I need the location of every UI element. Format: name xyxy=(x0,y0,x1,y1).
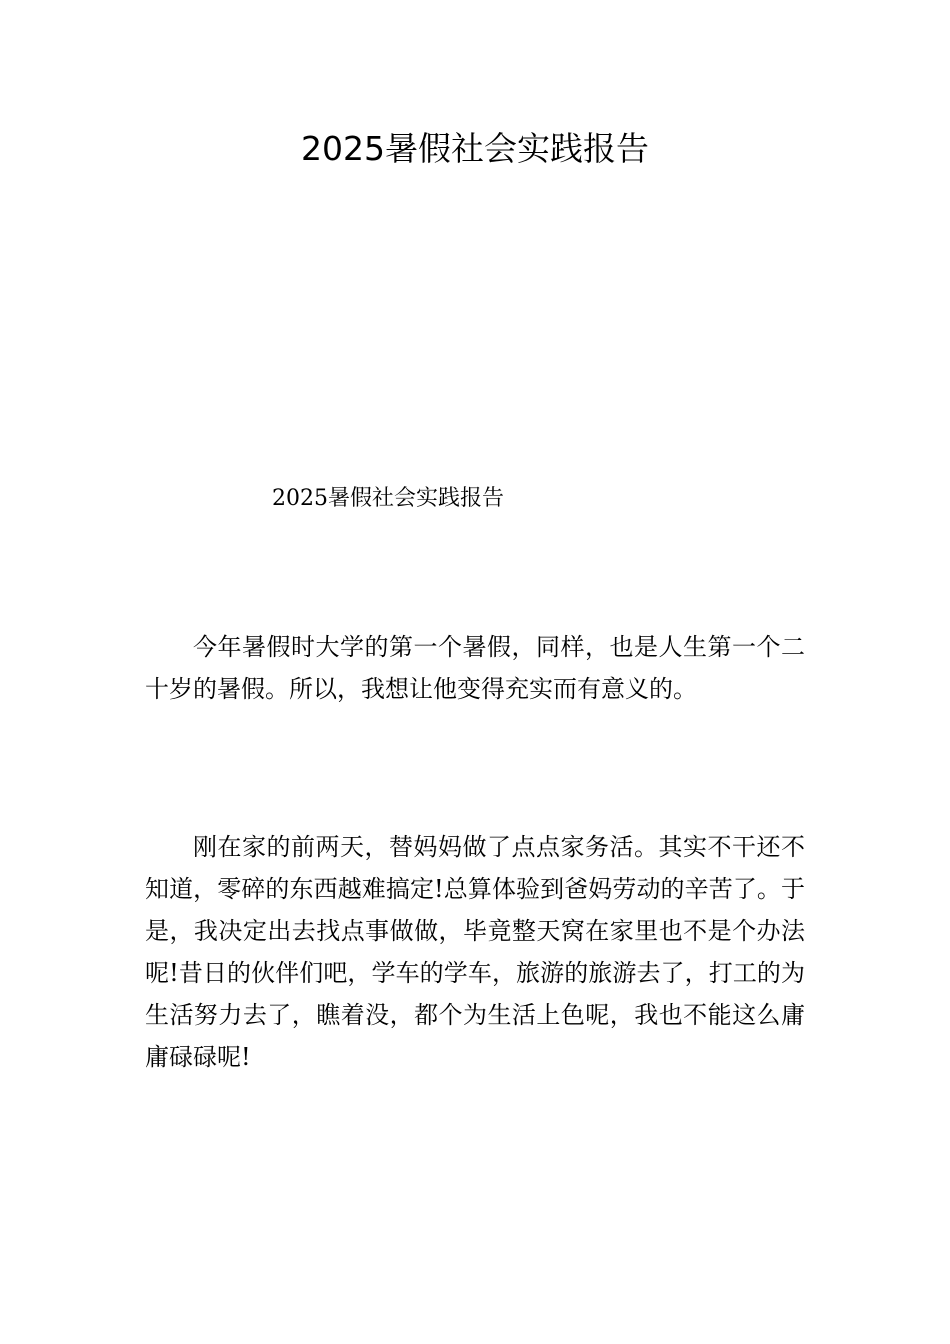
page-title: 2025暑假社会实践报告 xyxy=(301,129,649,168)
paragraph-housework: 刚在家的前两天，替妈妈做了点点家务活。其实不干还不知道，零碎的东西越难搞定!总算体验到爸妈劳动的辛苦了。于是，我决定出去找点事做做，毕竟整天窝在家里也不是个办法呢!昔日的伙伴们吧，学车的学车，旅游的旅游去了，打工的为生活努力去了，瞧着没，都个为生活上色呢，我也不能这么庸庸碌碌呢! xyxy=(145,833,805,1071)
paragraph-intro: 今年暑假时大学的第一个暑假，同样，也是人生第一个二十岁的暑假。所以，我想让他变得充实而有意义的。 xyxy=(145,633,805,703)
document-subtitle: 2025暑假社会实践报告 xyxy=(272,486,504,511)
